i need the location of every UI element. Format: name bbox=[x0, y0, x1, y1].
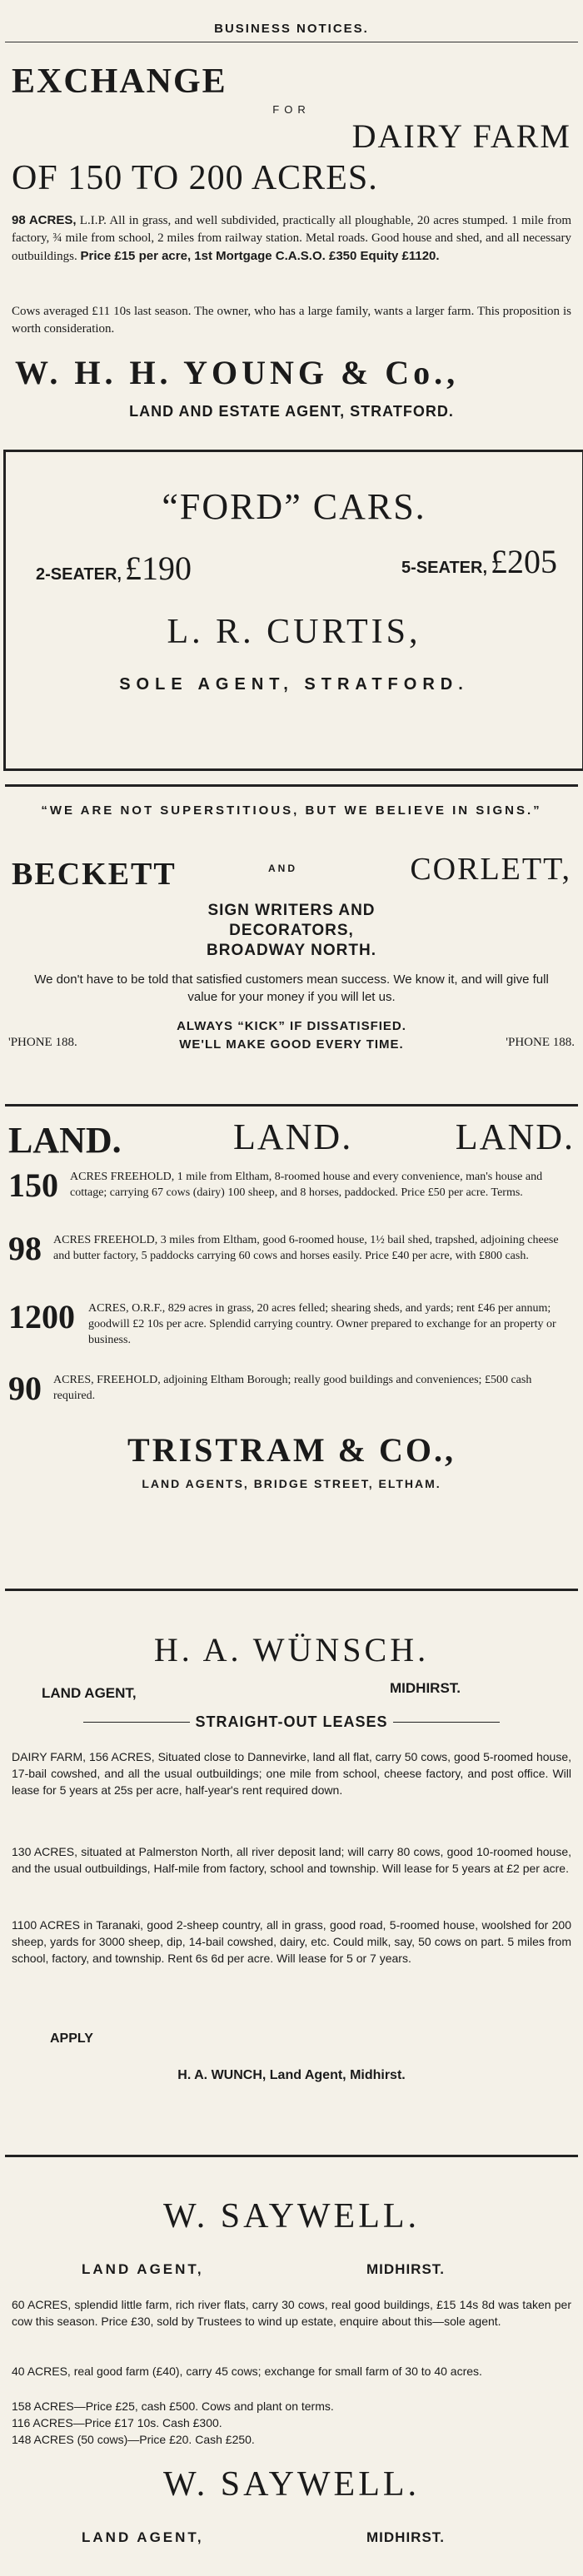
ad-headline: “FORD” CARS. bbox=[162, 486, 426, 527]
signature-line: H. A. WUNCH, Land Agent, Midhirst. bbox=[177, 2068, 406, 2082]
trade-line: BROADWAY NORTH. bbox=[207, 942, 376, 959]
agent-name: L. R. CURTIS, bbox=[167, 613, 421, 651]
listing-item: 130 ACRES, situated at Palmerston North, all river deposit land; will carry 80 cows, good 10-roomed house, and the usual outbuildings, Half-mile from factory, school and township. Will lease for 5 years at £2 per acre. bbox=[12, 1845, 571, 1875]
agent-name: W. H. H. YOUNG & Co., bbox=[15, 354, 460, 391]
agent-address: LAND AGENTS, BRIDGE STREET, ELTHAM. bbox=[142, 1477, 441, 1490]
leases-heading bbox=[0, 1713, 583, 1731]
ad-saywell bbox=[0, 2163, 583, 2576]
kick-line: ALWAYS “KICK” IF DISSATISFIED. bbox=[177, 1019, 406, 1033]
section-header: BUSINESS NOTICES. bbox=[214, 22, 369, 36]
listing-item bbox=[0, 1166, 583, 1227]
agent-role: LAND AGENT, bbox=[42, 1685, 137, 1701]
agent-place-repeat: MIDHIRST. bbox=[366, 2529, 445, 2545]
five-seater-block bbox=[401, 542, 557, 581]
acre-count: 1200 bbox=[8, 1298, 75, 1335]
agent-name-repeat: W. SAYWELL. bbox=[162, 2465, 421, 2504]
price-text: Price £15 per acre, 1st Mortgage C.A.S.O. £350 Equity £1120. bbox=[80, 249, 440, 263]
body-text: L.I.P. All in grass, and well subdivided, practically all ploughable, 20 acres stumped. 1 mile from factory, ¾ mile from school, 2 miles from railway station. Metal roads. Good house and shed, and all necessary outbuildings. bbox=[12, 214, 571, 263]
ad-beckett bbox=[0, 793, 583, 1092]
ad-curtis bbox=[3, 450, 583, 771]
listing-item: DAIRY FARM, 156 ACRES, Situated close to Dannevirke, land all flat, carry 50 cows, good 5-roomed house, 17-bail cowshed, and all the usual outbuildings; one mile from school, cheese factory, and post office. Will lease for 5 years at 25s per acre, half-year's rent required down. bbox=[12, 1750, 571, 1797]
listing-item: 40 ACRES, real good farm (£40), carry 45 cows; exchange for small farm of 30 to 40 acres. bbox=[12, 2365, 482, 2378]
phone-left: 'PHONE 188. bbox=[8, 1036, 77, 1049]
and-label: AND bbox=[268, 863, 297, 874]
agent-line: LAND AND ESTATE AGENT, STRATFORD. bbox=[129, 403, 454, 420]
agent-role: SOLE AGENT, STRATFORD. bbox=[119, 675, 469, 694]
good-line: WE'LL MAKE GOOD EVERY TIME. bbox=[179, 1037, 404, 1052]
listing-item: 1100 ACRES in Taranaki, good 2-sheep country, all in grass, good road, 5-roomed house, woolshed for 200 sheep, yards for 3000 sheep, dip, 14-bail cowshed, dairy, etc. Could milk, say, 50 cows on part. 5 miles from school, factory, and township. Rent 6s 6d per acre. Will lease for 5 or 7 years. bbox=[12, 1918, 571, 1965]
agent-name: TRISTRAM & CO., bbox=[127, 1431, 456, 1469]
ad-body: We don't have to be told that satisfied customers mean success. We know it, and will give full value for your money if you will let us. bbox=[34, 972, 549, 1004]
divider bbox=[5, 784, 578, 787]
agent-place: MIDHIRST. bbox=[390, 1680, 461, 1696]
two-seater-block bbox=[36, 549, 192, 588]
listing-text: ACRES FREEHOLD, 1 mile from Eltham, 8-roomed house and every convenience, man's house and cottage; carrying 67 cows (dairy) 100 sheep, and 8 horses, paddocked. Price £50 per acre. Terms. bbox=[70, 1171, 543, 1199]
acre-count: 150 bbox=[8, 1166, 58, 1204]
listing-text: ACRES, FREEHOLD, adjoining Eltham Borough; really good buildings and conveniences; £500 cash required. bbox=[53, 1374, 532, 1402]
listing-text: ACRES, O.R.F., 829 acres in grass, 20 acres felled; shearing sheds, and yards; rent £46 per annum; goodwill £2 10s per acre. Splendid carrying country. Owner prepared to exchange for an property or business. bbox=[88, 1302, 556, 1346]
five-seater-label: 5-SEATER, bbox=[401, 559, 487, 577]
divider bbox=[5, 1104, 578, 1106]
ad-body-2: Cows averaged £11 10s last season. The owner, who has a large family, wants a larger farm. This proposition is worth consideration. bbox=[12, 305, 571, 336]
listing-item: 60 ACRES, splendid little farm, rich river flats, carry 30 cows, real good buildings, £15 14s 8d was taken per cow this season. Price £30, sold by Trustees to wind up estate, enquire about this—sole agent. bbox=[12, 2298, 571, 2328]
listing-item: 148 ACRES (50 cows)—Price £20. Cash £250. bbox=[12, 2433, 255, 2446]
two-seater-label: 2-SEATER, bbox=[36, 565, 122, 584]
agent-role: LAND AGENT, bbox=[82, 2261, 204, 2277]
partner-name-1: BECKETT bbox=[12, 857, 177, 892]
ad-size: OF 150 TO 200 ACRES. bbox=[12, 159, 378, 197]
ad-tristram bbox=[0, 1111, 583, 1569]
listing-item bbox=[0, 1372, 583, 1422]
two-seater-price: £190 bbox=[124, 550, 192, 587]
ad-wunsch bbox=[0, 1597, 583, 2138]
ad-subject: DAIRY FARM bbox=[351, 117, 571, 155]
land-word: LAND. bbox=[455, 1116, 575, 1157]
divider bbox=[5, 2155, 578, 2157]
trade-line: SIGN WRITERS AND bbox=[207, 902, 376, 919]
divider bbox=[5, 1589, 578, 1591]
ad-quote: “WE ARE NOT SUPERSTITIOUS, BUT WE BELIEVE IN SIGNS.” bbox=[41, 803, 542, 818]
listing-item: 116 ACRES—Price £17 10s. Cash £300. bbox=[12, 2416, 222, 2429]
trade-block bbox=[0, 901, 583, 961]
agent-name: W. SAYWELL. bbox=[162, 2197, 421, 2235]
leases-label: STRAIGHT-OUT LEASES bbox=[190, 1713, 392, 1730]
promise-block bbox=[0, 1017, 583, 1054]
lead-text: 98 ACRES, bbox=[12, 213, 77, 227]
listing-item bbox=[0, 1232, 583, 1295]
acre-count: 90 bbox=[8, 1370, 42, 1407]
listing-item: 158 ACRES—Price £25, cash £500. Cows and plant on terms. bbox=[12, 2399, 334, 2413]
listing-text: ACRES FREEHOLD, 3 miles from Eltham, good 6-roomed house, 1½ bail shed, trapshed, adjoining cheese and butter factory, 5 paddocks carrying 60 cows and horses easily. Price £40 per acre, with £800 cash. bbox=[53, 1234, 559, 1262]
phone-right: 'PHONE 188. bbox=[506, 1036, 575, 1049]
five-seater-price: £205 bbox=[491, 543, 557, 580]
agent-name: H. A. WÜNSCH. bbox=[153, 1631, 430, 1668]
partner-name-2: CORLETT, bbox=[410, 852, 571, 887]
ad-young bbox=[0, 48, 583, 440]
acre-count: 98 bbox=[8, 1230, 42, 1267]
ad-body bbox=[12, 211, 571, 266]
land-word: LAND. bbox=[233, 1116, 353, 1157]
listing-item bbox=[0, 1300, 583, 1367]
agent-place: MIDHIRST. bbox=[366, 2261, 445, 2277]
land-word: LAND. bbox=[8, 1120, 122, 1161]
trade-line: DECORATORS, bbox=[229, 922, 354, 939]
apply-label: APPLY bbox=[50, 2031, 93, 2046]
for-label: FOR bbox=[272, 103, 311, 116]
ad-headline: EXCHANGE bbox=[12, 62, 227, 101]
agent-role-repeat: LAND AGENT, bbox=[82, 2529, 204, 2545]
